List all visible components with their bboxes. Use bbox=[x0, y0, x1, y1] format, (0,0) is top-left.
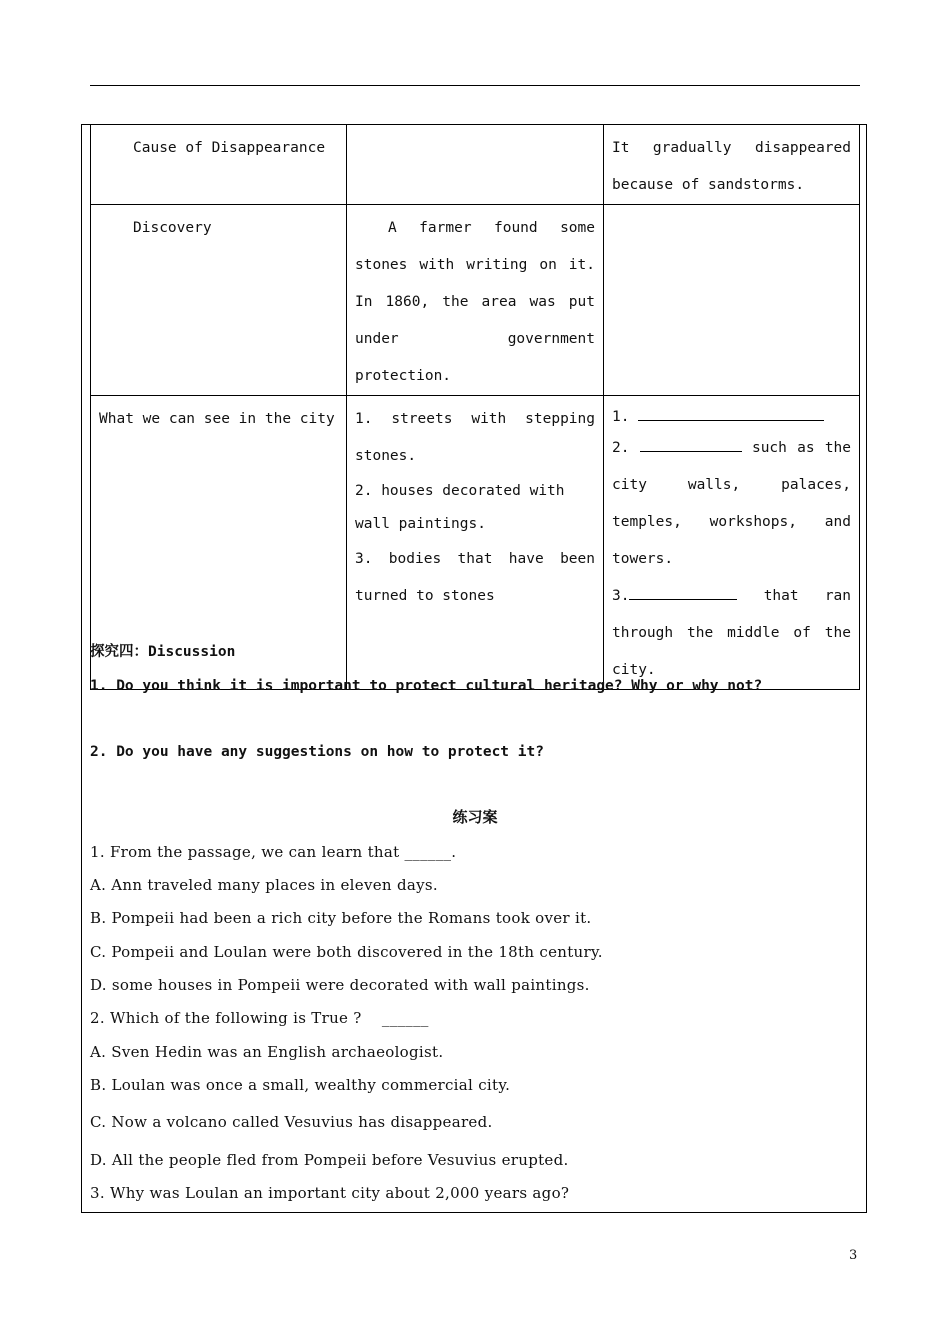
answer-blank[interactable] bbox=[640, 433, 742, 452]
row-label-cell bbox=[91, 205, 347, 396]
answer-blank[interactable] bbox=[638, 402, 824, 421]
loulan-cause-text: It gradually disappeared because of sandstorms. bbox=[612, 140, 851, 193]
exercise-line: 1. From the passage, we can learn that ______. bbox=[90, 843, 457, 861]
row-label-cell bbox=[91, 125, 347, 205]
pompeii-sight-2: 2. houses decorated with wall paintings. bbox=[355, 483, 565, 532]
answer-blank[interactable] bbox=[629, 581, 737, 600]
table-row bbox=[91, 205, 860, 396]
exercise-line: 3. Why was Loulan an important city about 2,000 years ago? bbox=[90, 1184, 570, 1202]
section-title: Discussion bbox=[148, 644, 236, 660]
loulan-sight-2 bbox=[612, 430, 851, 578]
loulan-cell bbox=[604, 205, 860, 396]
page-number: 3 bbox=[849, 1248, 858, 1263]
item-number: 1. bbox=[612, 409, 630, 425]
pompeii-sight-1: 1. streets with stepping stones. bbox=[355, 411, 595, 464]
exercise-line: C. Pompeii and Loulan were both discovered in the 18th century. bbox=[90, 943, 603, 961]
exercise-line: D. All the people fled from Pompeii before Vesuvius erupted. bbox=[90, 1151, 569, 1169]
row-label: Discovery bbox=[133, 220, 212, 236]
row-label: What we can see in the city bbox=[99, 411, 335, 427]
exercise-line: B. Pompeii had been a rich city before the Romans took over it. bbox=[90, 909, 592, 927]
exercise-line: A. Sven Hedin was an English archaeologist. bbox=[90, 1043, 444, 1061]
exercise-title: 练习案 bbox=[452, 808, 498, 826]
exercise-line: B. Loulan was once a small, wealthy commercial city. bbox=[90, 1076, 511, 1094]
exercise-line: A. Ann traveled many places in eleven days. bbox=[90, 876, 438, 894]
pompeii-discovery-text: A farmer found some stones with writing on it. In 1860, the area was put under government protection. bbox=[355, 220, 595, 384]
discussion-question-2: 2. Do you have any suggestions on how to protect it? bbox=[90, 744, 544, 760]
pompeii-cell bbox=[347, 205, 604, 396]
item-text: such as the city walls, palaces, temples, workshops, and towers. bbox=[612, 440, 852, 567]
item-number: 2. bbox=[612, 440, 630, 456]
pompeii-cell bbox=[347, 125, 604, 205]
header-rule bbox=[90, 85, 860, 86]
row-label: Cause of Disappearance bbox=[133, 140, 326, 156]
discussion-heading bbox=[90, 642, 860, 662]
pompeii-sight-3: 3. bodies that have been turned to stones bbox=[355, 551, 595, 604]
section-label: 探究四： bbox=[90, 644, 148, 660]
item-number: 3. bbox=[612, 588, 630, 604]
exercise-line: 2. Which of the following is True ? ______ bbox=[90, 1009, 429, 1027]
discussion-question-1: 1. Do you think it is important to protect cultural heritage? Why or why not? bbox=[90, 678, 763, 694]
loulan-cell bbox=[604, 125, 860, 205]
exercise-line: D. some houses in Pompeii were decorated with wall paintings. bbox=[90, 976, 590, 994]
exercise-line: C. Now a volcano called Vesuvius has disappeared. bbox=[90, 1113, 493, 1131]
table-row bbox=[91, 125, 860, 205]
loulan-sight-3 bbox=[612, 578, 851, 689]
comparison-table bbox=[90, 124, 860, 690]
item-text: that ran through the middle of the city. bbox=[612, 588, 852, 678]
